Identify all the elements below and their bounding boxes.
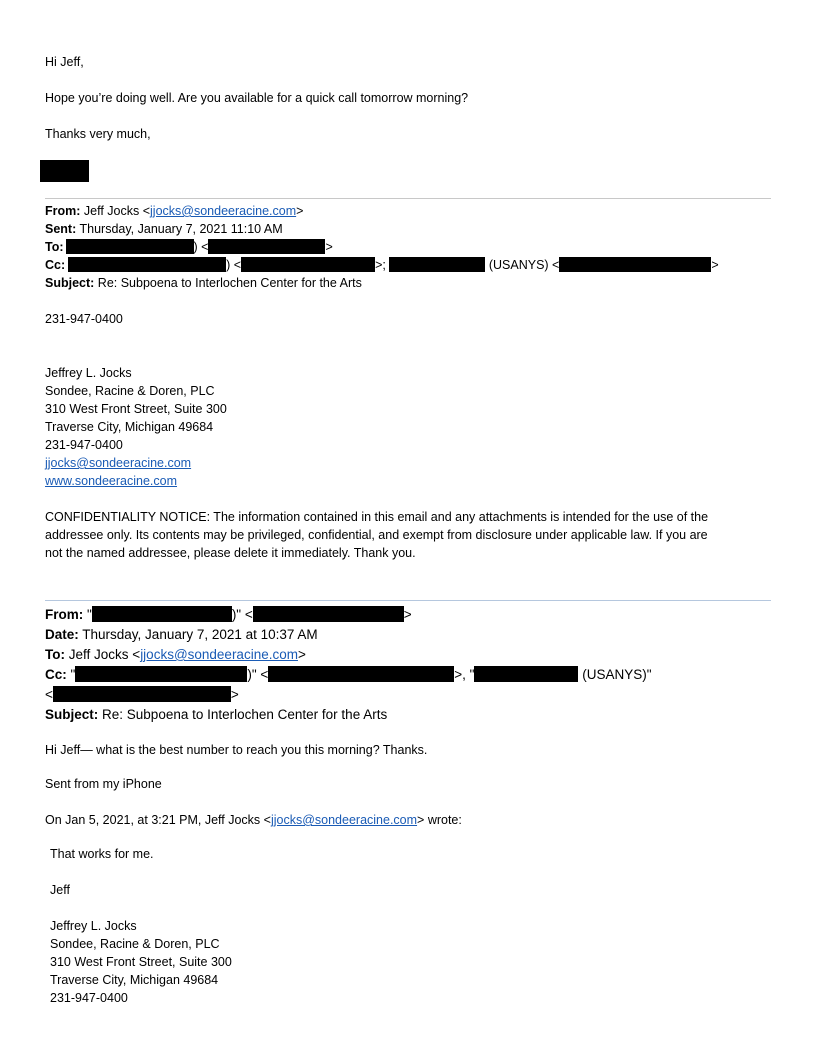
quoted-signature-name: Jeffrey L. Jocks	[50, 919, 137, 933]
quoted-signature-phone: 231-947-0400	[50, 991, 128, 1005]
subject-value: Re: Subpoena to Interlochen Center for the Arts	[97, 276, 362, 290]
redacted-to-email	[208, 239, 325, 254]
quote-intro-end: > wrote:	[417, 813, 462, 827]
signature-phone: 231-947-0400	[45, 438, 123, 452]
from-name: Jeff Jocks <	[83, 204, 151, 218]
confidentiality-line-3: not the named addressee, please delete it immediately. Thank you.	[45, 546, 416, 560]
cc-line2-end: >	[230, 687, 239, 702]
cc-end: >	[711, 258, 719, 272]
redacted-cc-email-2	[53, 686, 231, 702]
redacted-cc-name	[75, 666, 247, 682]
to-end: >	[297, 647, 306, 662]
signature-firm: Sondee, Racine & Doren, PLC	[45, 384, 215, 398]
signature-address-2: Traverse City, Michigan 49684	[45, 420, 214, 434]
email2-body: Hi Jeff— what is the best number to reach you this morning? Thanks.	[45, 743, 428, 757]
from-label: From:	[45, 607, 84, 622]
from-label: From:	[45, 204, 81, 218]
redacted-signature	[40, 160, 89, 182]
message-body: Hope you’re doing well. Are you available for a quick call tomorrow morning?	[45, 91, 469, 105]
header-divider	[45, 198, 771, 199]
cc-sep1: ) <	[226, 258, 242, 272]
cc-sep2: >, "	[454, 667, 475, 682]
cc-sep1: )" <	[247, 667, 269, 682]
to-name: Jeff Jocks <	[68, 647, 141, 662]
from-end: >	[403, 607, 412, 622]
greeting-text: Hi Jeff,	[45, 55, 84, 69]
redacted-cc-email	[268, 666, 454, 682]
signature-name: Jeffrey L. Jocks	[45, 366, 132, 380]
sent-from-text: Sent from my iPhone	[45, 777, 162, 791]
cc-sep2: >;	[375, 258, 386, 272]
signature-email-link[interactable]	[45, 454, 191, 472]
subject-label: Subject:	[45, 276, 95, 290]
email2-cc-row	[45, 665, 652, 685]
quoted-sign: Jeff	[50, 883, 70, 897]
subject-label: Subject:	[45, 707, 99, 722]
quote-intro-start: On Jan 5, 2021, at 3:21 PM, Jeff Jocks <	[45, 813, 271, 827]
quote-intro-email-link[interactable]: jjocks@sondeeracine.com	[270, 813, 418, 827]
email1-cc-row	[45, 256, 719, 274]
from-open: "	[87, 607, 92, 622]
from-sep: )" <	[231, 607, 253, 622]
email1-to-row	[45, 238, 333, 256]
email2-subject-row	[45, 705, 387, 725]
redacted-cc-name	[68, 257, 226, 272]
cc-line2-open: <	[45, 687, 53, 702]
quoted-body: That works for me.	[50, 847, 154, 861]
email2-from-row	[45, 605, 412, 625]
redacted-from-email	[253, 606, 404, 622]
redacted-from-name	[92, 606, 232, 622]
email1-subject-row	[45, 274, 362, 292]
signature-website-link[interactable]	[45, 472, 177, 490]
email2-date-row	[45, 625, 318, 645]
signature-address-1: 310 West Front Street, Suite 300	[45, 402, 227, 416]
cc-usanys: (USANYS)"	[582, 667, 652, 682]
to-label: To:	[45, 240, 64, 254]
redacted-cc-email-2	[559, 257, 711, 272]
redacted-cc-name-2	[474, 666, 578, 682]
to-label: To:	[45, 647, 65, 662]
quoted-signature-address-1: 310 West Front Street, Suite 300	[50, 955, 232, 969]
email1-sent-row	[45, 220, 283, 238]
cc-label: Cc:	[45, 258, 66, 272]
email2-cc-row-2	[45, 685, 239, 705]
email1-from-row	[45, 202, 303, 220]
from-email-link[interactable]: jjocks@sondeeracine.com	[150, 204, 297, 218]
subject-value: Re: Subpoena to Interlochen Center for the Arts	[102, 707, 388, 722]
email2-to-row	[45, 645, 306, 665]
quoted-signature-firm: Sondee, Racine & Doren, PLC	[50, 937, 220, 951]
redacted-cc-email	[241, 257, 375, 272]
quoted-signature-address-2: Traverse City, Michigan 49684	[50, 973, 219, 987]
confidentiality-line-2: addressee only. Its contents may be privileged, confidential, and exempt from disclosure under applicable law. If you are	[45, 528, 708, 542]
redacted-cc-name-2	[389, 257, 485, 272]
cc-label: Cc:	[45, 667, 67, 682]
date-label: Date:	[45, 627, 79, 642]
cc-open: "	[70, 667, 76, 682]
sent-label: Sent:	[45, 222, 77, 236]
quote-intro	[45, 811, 462, 829]
date-value: Thursday, January 7, 2021 at 10:37 AM	[82, 627, 318, 642]
closing-text: Thanks very much,	[45, 127, 151, 141]
signature-email[interactable]: jjocks@sondeeracine.com	[45, 456, 192, 470]
signature-website[interactable]: www.sondeeracine.com	[45, 474, 178, 488]
phone-number: 231-947-0400	[45, 312, 123, 326]
sent-value: Thursday, January 7, 2021 11:10 AM	[79, 222, 283, 236]
redacted-to-name	[66, 239, 194, 254]
to-sep: ) <	[193, 240, 209, 254]
confidentiality-line-1: CONFIDENTIALITY NOTICE: The information contained in this email and any attachments is intended for the use of the	[45, 510, 709, 524]
to-end: >	[325, 240, 333, 254]
cc-usanys: (USANYS) <	[488, 258, 560, 272]
email2-divider	[45, 600, 771, 601]
to-email-link[interactable]: jjocks@sondeeracine.com	[140, 647, 298, 662]
from-end: >	[296, 204, 304, 218]
